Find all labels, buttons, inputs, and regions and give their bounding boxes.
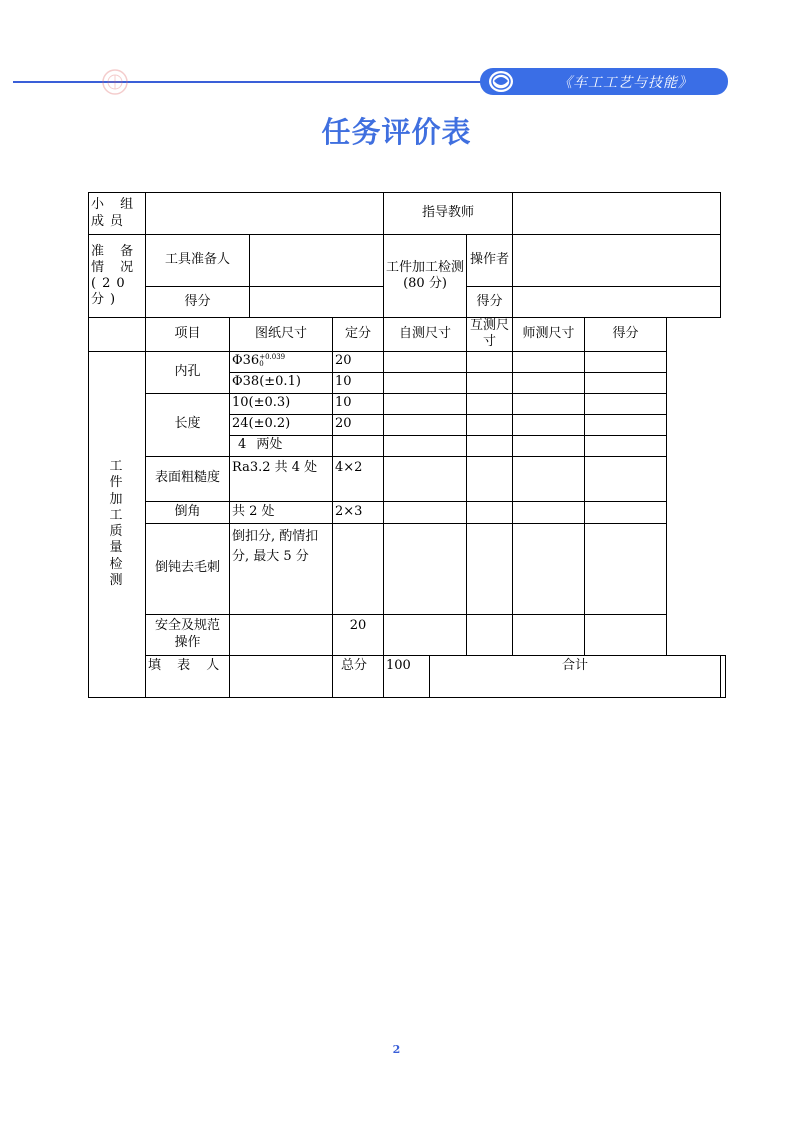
header-blank	[89, 318, 146, 352]
item-chamfer: 倒角	[146, 501, 230, 523]
cell-peer	[467, 393, 513, 414]
filler-label: 填 表 人	[146, 655, 230, 697]
spec-chamfer: 共 2 处	[230, 501, 333, 523]
cell-teacher	[513, 523, 585, 614]
header-drawing-size: 图纸尺寸	[230, 318, 333, 352]
cell-teacher	[513, 456, 585, 501]
filler-value	[230, 655, 333, 697]
header-rule	[13, 81, 483, 83]
cell-self	[384, 614, 467, 655]
header-score: 得分	[585, 318, 667, 352]
spec-len2: 24(±0.2)	[230, 414, 333, 435]
points-len1: 10	[333, 393, 384, 414]
operator-label: 操作者	[467, 235, 513, 287]
spec-phi36-upper: +0.039	[259, 352, 286, 361]
page-title: 任务评价表	[321, 115, 472, 149]
page-number: 2	[392, 1043, 401, 1056]
spec-len1: 10(±0.3)	[230, 393, 333, 414]
cell-self	[384, 456, 467, 501]
cell-peer	[467, 501, 513, 523]
header-banner	[480, 68, 728, 95]
spec-deburr: 倒扣分, 酌情扣分, 最大 5 分	[230, 523, 333, 614]
total-value: 100	[384, 655, 430, 697]
points-deburr	[333, 523, 384, 614]
cell-score	[585, 414, 667, 435]
cell-teacher	[513, 501, 585, 523]
item-length: 长度	[146, 393, 230, 456]
points-chamfer: 2×3	[333, 501, 384, 523]
cell-peer	[467, 372, 513, 393]
inspection-score-value	[513, 287, 721, 318]
spec-phi36-base: Φ36	[232, 353, 260, 369]
inspection-score-label: 得分	[467, 287, 513, 318]
header-peer-measure: 互测尺寸	[467, 318, 513, 352]
points-len2: 20	[333, 414, 384, 435]
inspection-80-label: 工件加工检测(80 分)	[384, 235, 467, 318]
header-points: 定分	[333, 318, 384, 352]
members-label: 小 组 成员	[89, 193, 146, 235]
cell-self	[384, 435, 467, 456]
spec-safety	[230, 614, 333, 655]
cell-peer	[467, 614, 513, 655]
prep-label: 准 备 情 况 (20 分)	[89, 235, 146, 318]
sum-label: 合计	[430, 655, 721, 697]
teacher-label: 指导教师	[384, 193, 513, 235]
cell-peer	[467, 414, 513, 435]
members-value	[146, 193, 384, 235]
cell-peer	[467, 351, 513, 372]
header-self-measure: 自测尺寸	[384, 318, 467, 352]
prep-score-value	[250, 287, 384, 318]
tool-preparer-label: 工具准备人	[146, 235, 250, 287]
points-ra: 4×2	[333, 456, 384, 501]
prep-score-label: 得分	[146, 287, 250, 318]
header-teacher-measure: 师测尺寸	[513, 318, 585, 352]
cell-self	[384, 351, 467, 372]
cell-peer	[467, 523, 513, 614]
cell-score	[585, 456, 667, 501]
cell-self	[384, 501, 467, 523]
cell-teacher	[513, 393, 585, 414]
book-title: 《车工工艺与技能》	[558, 75, 693, 91]
cell-score	[585, 372, 667, 393]
school-emblem-icon	[488, 70, 514, 93]
cell-score	[585, 435, 667, 456]
sum-value	[721, 655, 726, 697]
cell-self	[384, 523, 467, 614]
points-phi36: 20	[333, 351, 384, 372]
points-phi38: 10	[333, 372, 384, 393]
spec-len3: 4 两处	[230, 435, 333, 456]
header-item: 项目	[146, 318, 230, 352]
cell-score	[585, 614, 667, 655]
cell-score	[585, 393, 667, 414]
cell-self	[384, 414, 467, 435]
cell-peer	[467, 456, 513, 501]
points-len3	[333, 435, 384, 456]
spec-phi36	[230, 351, 333, 372]
school-emblem-watermark-icon	[101, 68, 129, 96]
item-safety: 安全及规范操作	[146, 614, 230, 655]
cell-teacher	[513, 372, 585, 393]
cell-self	[384, 372, 467, 393]
spec-ra: Ra3.2 共 4 处	[230, 456, 333, 501]
total-label: 总分	[333, 655, 384, 697]
cell-peer	[467, 435, 513, 456]
operator-value	[513, 235, 721, 287]
cell-teacher	[513, 435, 585, 456]
item-inner-hole: 内孔	[146, 351, 230, 393]
cell-score	[585, 523, 667, 614]
spec-phi38: Φ38(±0.1)	[230, 372, 333, 393]
section-label: 工件加工质量检测	[89, 351, 146, 697]
cell-teacher	[513, 351, 585, 372]
cell-teacher	[513, 614, 585, 655]
item-roughness: 表面粗糙度	[146, 456, 230, 501]
cell-score	[585, 501, 667, 523]
teacher-value	[513, 193, 721, 235]
item-deburr: 倒钝去毛刺	[146, 523, 230, 614]
points-safety: 20	[333, 614, 384, 655]
tool-preparer-value	[250, 235, 384, 287]
spec-phi36-lower: 0	[259, 359, 264, 368]
cell-teacher	[513, 414, 585, 435]
cell-self	[384, 393, 467, 414]
cell-score	[585, 351, 667, 372]
evaluation-table	[88, 192, 726, 698]
